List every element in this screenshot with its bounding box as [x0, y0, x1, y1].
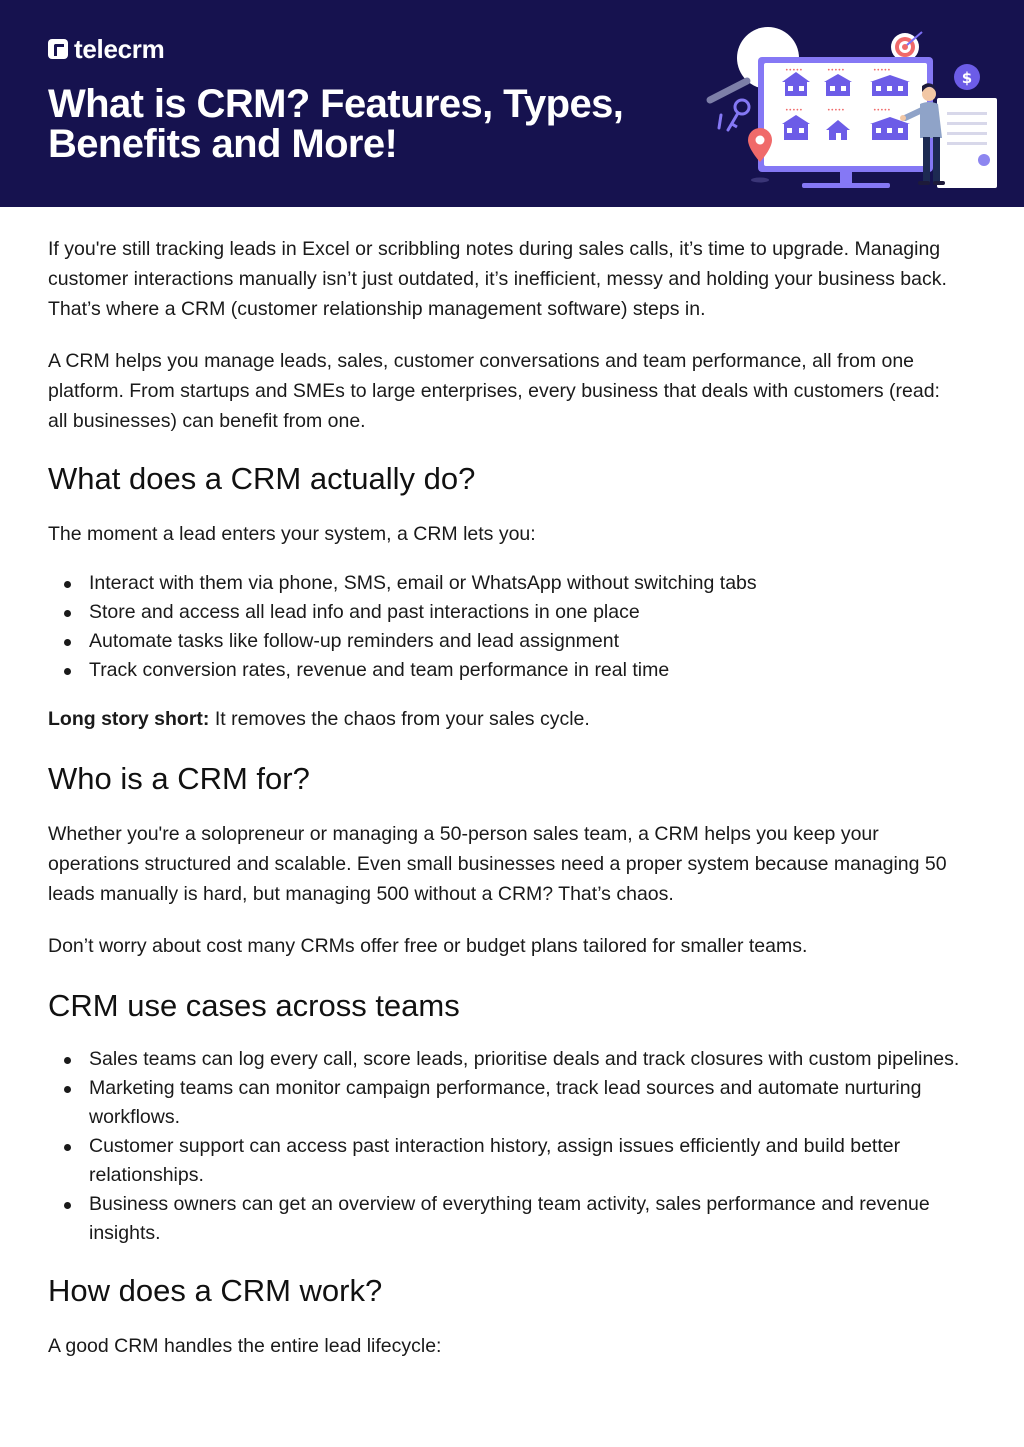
- section-paragraph: Whether you're a solopreneur or managing a 50-person sales team, a CRM helps you keep your operations structured and scalable. Even small businesses need a proper system because managing 50 leads manually is hard, but managing 500 without a CRM? That’s chaos.: [48, 823, 947, 905]
- svg-text:•••••: •••••: [873, 107, 891, 114]
- intro-paragraph: If you're still tracking leads in Excel or scribbling notes during sales calls, it’s time to upgrade. Managing customer interactions manually isn’t just outdated, it’s inefficient, messy and holding your business back. That’s where a CRM (customer relationship management software) steps in.: [48, 238, 947, 320]
- telecrm-logo-icon: [48, 39, 68, 59]
- section-heading-what: What does a CRM actually do?: [48, 461, 476, 496]
- section-lead: A good CRM handles the entire lead lifecycle:: [48, 1335, 442, 1357]
- key-icon: [719, 100, 749, 130]
- list-item: Customer support can access past interaction history, assign issues efficiently and build better relationships.: [48, 1132, 978, 1190]
- feature-list: [48, 569, 978, 685]
- section-paragraph: Don’t worry about cost many CRMs offer free or budget plans tailored for smaller teams.: [48, 935, 808, 957]
- section-heading-who: Who is a CRM for?: [48, 761, 310, 796]
- list-item: Track conversion rates, revenue and team performance in real time: [48, 656, 978, 685]
- target-icon: [891, 32, 922, 61]
- hero-illustration: [690, 20, 1020, 200]
- list-item: Sales teams can log every call, score leads, prioritise deals and track closures with custom pipelines.: [48, 1045, 978, 1074]
- section-lead: The moment a lead enters your system, a CRM lets you:: [48, 523, 536, 545]
- brand-name: telecrm: [74, 34, 165, 64]
- section-heading-usecases: CRM use cases across teams: [48, 988, 460, 1023]
- document-icon: [937, 98, 997, 188]
- list-item: Business owners can get an overview of everything team activity, sales performance and revenue insights.: [48, 1190, 978, 1248]
- summary: [48, 704, 978, 734]
- article-body: [48, 234, 978, 1361]
- svg-text:•••••: •••••: [827, 107, 845, 114]
- svg-text:•••••: •••••: [827, 67, 845, 74]
- list-item: Automate tasks like follow-up reminders and lead assignment: [48, 627, 978, 656]
- page-title: What is CRM? Features, Types, Benefits and More!: [48, 82, 624, 166]
- section-heading-how: How does a CRM work?: [48, 1273, 383, 1308]
- svg-text:•••••: •••••: [785, 67, 803, 74]
- usecase-list: [48, 1045, 978, 1248]
- summary-label: Long story short:: [48, 708, 210, 730]
- list-item: Marketing teams can monitor campaign performance, track lead sources and automate nurturing workflows.: [48, 1074, 978, 1132]
- svg-text:•••••: •••••: [873, 67, 891, 74]
- list-item: Interact with them via phone, SMS, email or WhatsApp without switching tabs: [48, 569, 978, 598]
- dollar-icon: [954, 64, 980, 90]
- brand-logo[interactable]: [48, 36, 164, 62]
- summary-text: It removes the chaos from your sales cycle.: [209, 708, 590, 730]
- svg-text:•••••: •••••: [785, 107, 803, 114]
- monitor-icon: [758, 57, 933, 188]
- svg-text:$: $: [961, 69, 973, 87]
- list-item: Store and access all lead info and past interactions in one place: [48, 598, 978, 627]
- intro-paragraph: A CRM helps you manage leads, sales, customer conversations and team performance, all from one platform. From startups and SMEs to large enterprises, every business that deals with customers (read: all businesses) can benefit from one.: [48, 350, 940, 432]
- page-header: [0, 0, 1024, 207]
